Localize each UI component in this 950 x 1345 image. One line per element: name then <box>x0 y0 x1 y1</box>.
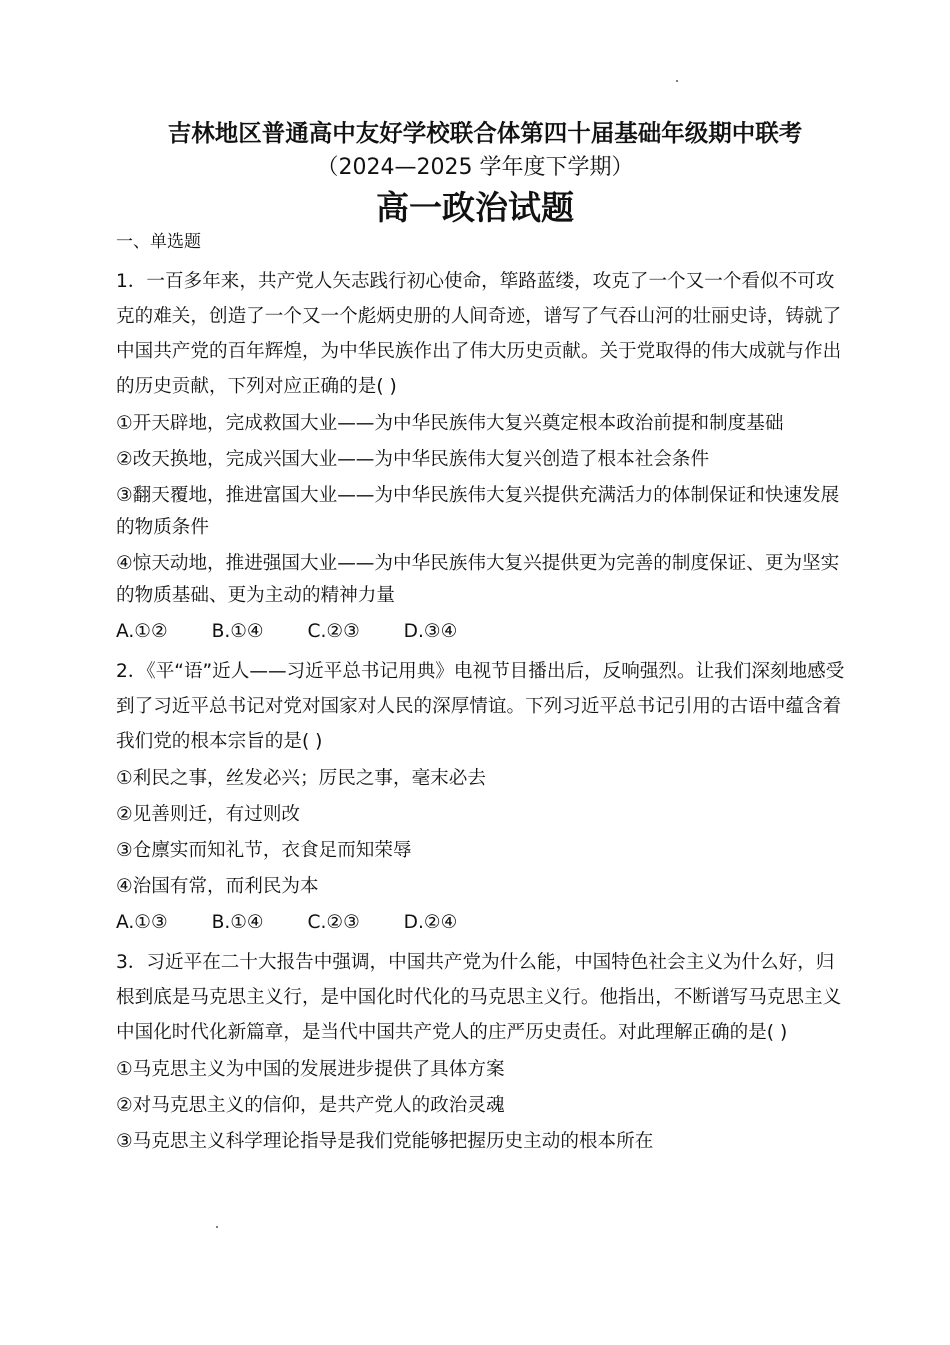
question-2 <box>116 654 846 939</box>
choice-b: B.①④ <box>211 912 264 933</box>
question-option: ①开天辟地，完成救国大业——为中华民族伟大复兴奠定根本政治前提和制度基础 <box>116 413 784 434</box>
question-1 <box>116 264 846 648</box>
question-option: ①马克思主义为中国的发展进步提供了具体方案 <box>116 1059 505 1080</box>
question-3 <box>116 945 846 1158</box>
exam-body <box>116 226 846 1158</box>
exam-header-line2: （2024—2025 学年度下学期） <box>316 155 634 180</box>
question-option: ②改天换地，完成兴国大业——为中华民族伟大复兴创造了根本社会条件 <box>116 449 710 470</box>
choice-a: A.①③ <box>116 912 168 933</box>
question-stem: 3．习近平在二十大报告中强调，中国共产党为什么能，中国特色社会主义为什么好，归根到底是马克思主义行，是中国化时代化的马克思主义行。他指出，不断谱写马克思主义中国化时代化新篇章，是当代中国共产党人的庄严历史责任。对此理解正确的是( ) <box>116 952 842 1043</box>
question-option: ④治国有常，而利民为本 <box>116 876 319 897</box>
question-option: ③马克思主义科学理论指导是我们党能够把握历史主动的根本所在 <box>116 1131 654 1152</box>
scan-dot <box>216 1226 218 1228</box>
scan-dot <box>676 80 678 82</box>
exam-title: 高一政治试题 <box>376 188 574 227</box>
question-option: ③翻天覆地，推进富国大业——为中华民族伟大复兴提供充满活力的体制保证和快速发展的物质条件 <box>116 485 840 538</box>
question-stem: 1．一百多年来，共产党人矢志践行初心使命，筚路蓝缕，攻克了一个又一个看似不可攻克的难关，创造了一个又一个彪炳史册的人间奇迹，谱写了气吞山河的壮丽史诗，铸就了中国共产党的百年辉煌，为中华民族作出了伟大历史贡献。关于党取得的伟大成就与作出的历史贡献，下列对应正确的是( ) <box>116 271 842 397</box>
question-stem: 2．《平“语”近人——习近平总书记用典》电视节目播出后，反响强烈。让我们深刻地感受到了习近平总书记对党对国家对人民的深厚情谊。下列习近平总书记引用的古语中蕴含着我们党的根本宗旨的是( ) <box>116 661 845 752</box>
section-title: 一、单选题 <box>116 232 201 252</box>
choice-b: B.①④ <box>211 621 264 642</box>
answer-choices <box>116 616 846 648</box>
exam-header-line1: 吉林地区普通高中友好学校联合体第四十届基础年级期中联考 <box>167 119 803 147</box>
question-option: ③仓廪实而知礼节，衣食足而知荣辱 <box>116 840 412 861</box>
choice-d: D.③④ <box>403 621 458 642</box>
question-option: ①利民之事，丝发必兴；厉民之事，毫末必去 <box>116 768 486 789</box>
choice-c: C.②③ <box>307 621 360 642</box>
choice-c: C.②③ <box>307 912 360 933</box>
choice-d: D.②④ <box>403 912 458 933</box>
answer-choices <box>116 907 846 939</box>
question-option: ②见善则迁，有过则改 <box>116 804 301 825</box>
question-option: ④惊天动地，推进强国大业——为中华民族伟大复兴提供更为完善的制度保证、更为坚实的物质基础、更为主动的精神力量 <box>116 553 840 606</box>
question-option: ②对马克思主义的信仰，是共产党人的政治灵魂 <box>116 1095 505 1116</box>
choice-a: A.①② <box>116 621 168 642</box>
